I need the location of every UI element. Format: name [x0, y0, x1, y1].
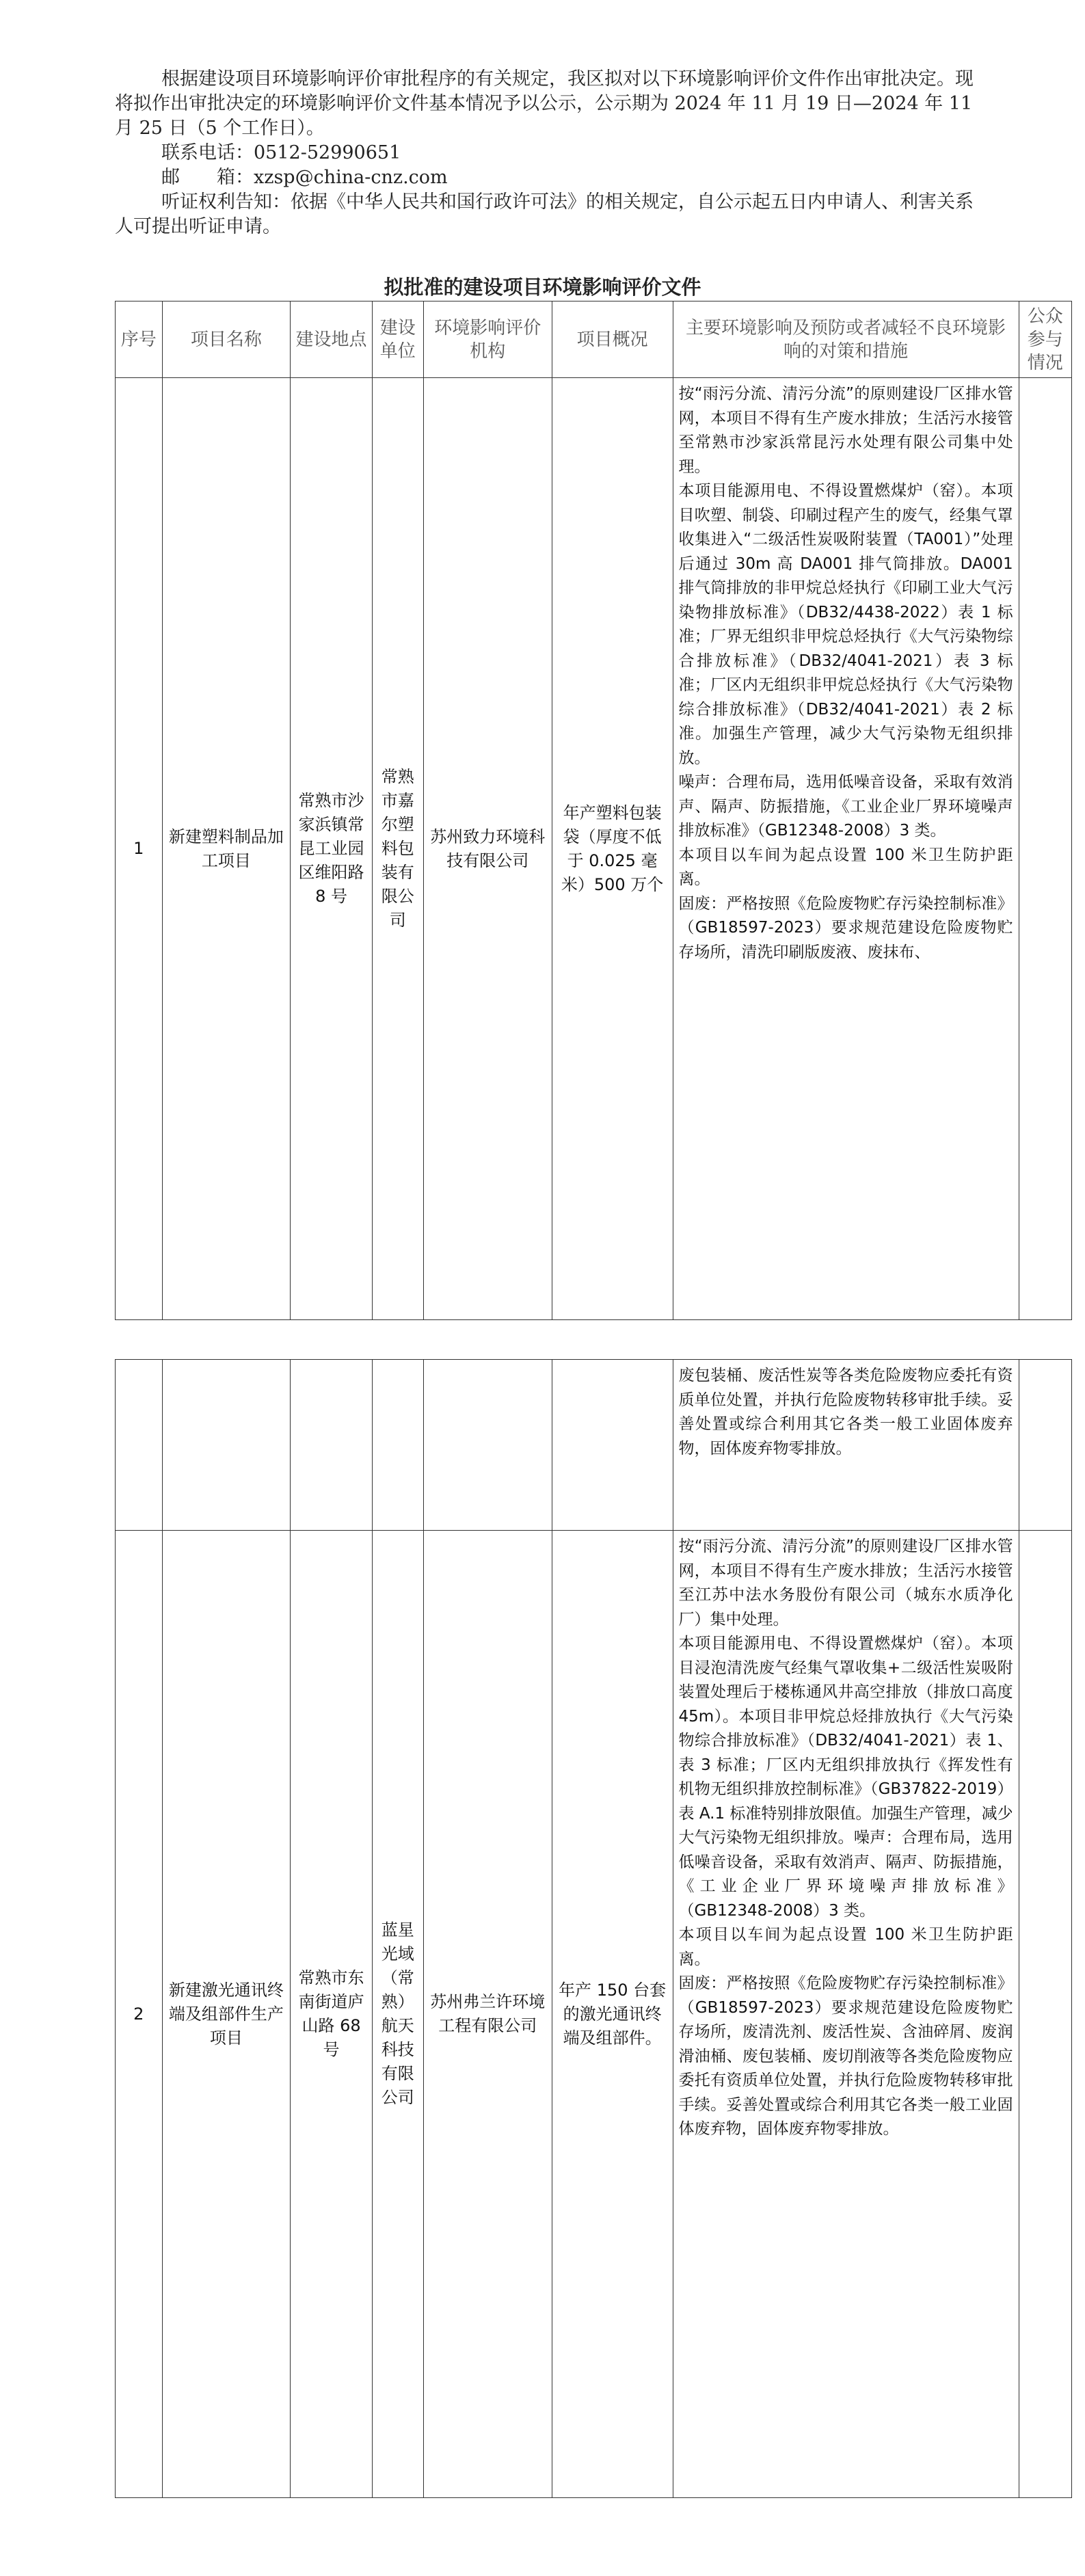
row-location: 常熟市沙家浜镇常昆工业园区维阳路 8 号 — [291, 378, 372, 1320]
approval-table — [115, 301, 1072, 1320]
row-measures — [673, 1531, 1019, 2498]
row-no: 2 — [116, 1531, 163, 2498]
approval-table-continued — [115, 1359, 1072, 2498]
row-name: 新建塑料制品加工项目 — [162, 378, 291, 1320]
table-caption: 拟批准的建设项目环境影响评价文件 — [384, 276, 701, 299]
row-overview: 年产 150 台套的激光通讯终端及组部件。 — [552, 1531, 673, 2498]
header-agency: 环境影响评价机构 — [423, 301, 552, 378]
row-measures — [673, 378, 1019, 1320]
table-header-row — [116, 301, 1072, 378]
row-name: 新建激光通讯终端及组部件生产项目 — [162, 1531, 291, 2498]
header-measures: 主要环境影响及预防或者减轻不良环境影响的对策和措施 — [673, 301, 1019, 378]
row-unit: 蓝星光域（常熟）航天科技有限公司 — [372, 1531, 423, 2498]
row-no: 1 — [116, 378, 163, 1320]
row-public — [1019, 378, 1071, 1320]
header-name: 项目名称 — [162, 301, 291, 378]
table-row-continued — [116, 1360, 1072, 1531]
row-agency: 苏州致力环境科技有限公司 — [423, 378, 552, 1320]
contact-email — [115, 165, 976, 190]
email-address: xzsp@china-cnz.com — [254, 167, 448, 188]
row-overview: 年产塑料包装袋（厚度不低于 0.025 毫米）500 万个 — [552, 378, 673, 1320]
table-row — [116, 378, 1072, 1320]
row-measures-text: 废包装桶、废活性炭等各类危险废物应委托有资质单位处置，并执行危险废物转移审批手续。妥善处置或综合利用其它各类一般工业固体废弃物，固体废弃物零排放。 — [678, 1367, 1013, 1458]
contact-phone — [115, 141, 976, 165]
table-row — [116, 1531, 1072, 2498]
header-overview: 项目概况 — [552, 301, 673, 378]
intro-section — [115, 67, 976, 239]
intro-paragraph: 根据建设项目环境影响评价审批程序的有关规定，我区拟对以下环境影响评价文件作出审批决定。现将拟作出审批决定的环境影响评价文件基本情况予以公示，公示期为 2024 年 11 月 19 日—2024 年 11 月 25 日（5 个工作日）。 — [115, 68, 974, 139]
header-public: 公众参与情况 — [1019, 301, 1071, 378]
row-measures-continued — [673, 1360, 1019, 1531]
phone-number: 0512-52990651 — [254, 142, 401, 163]
row-public — [1019, 1531, 1071, 2498]
row-unit: 常熟市嘉尔塑料包装有限公司 — [372, 378, 423, 1320]
header-no: 序号 — [116, 301, 163, 378]
hearing-notice: 听证权利告知：依据《中华人民共和国行政许可法》的相关规定，自公示起五日内申请人、利害关系人可提出听证申请。 — [115, 191, 974, 237]
phone-label: 联系电话： — [161, 142, 254, 163]
row-measures-text: 按“雨污分流、清污分流”的原则建设厂区排水管网，本项目不得有生产废水排放；生活污水接管至江苏中法水务股份有限公司（城东水质净化厂）集中处理。 本项目能源用电、不得设置燃煤炉（窑）。本项目浸泡清洗废气经集气罩收集+二级活性炭吸附装置处理后于楼栋通风井高空排放（排放口高度 45m）。本项目非甲烷总烃排放执行《大气污染物综合排放标准》（DB32/4041-2021）表 1、表 3 标准；厂区内无组织排放执行《挥发性有机物无组织排放控制标准》（GB37822-2019）表 A.1 标准特别排放限值。加强生产管理，减少大气污染物无组织排放。噪声：合理布局，选用低噪音设备，采取有效消声、隔声、防振措施，《工业企业厂界环境噪声排放标准》（GB12348-2008）3 类。 本项目以车间为起点设置 100 米卫生防护距离。 固废：严格按照《危险废物贮存污染控制标准》（GB18597-2023）要求规范建设危险废物贮存场所，废清洗剂、废活性炭、含油碎屑、废润滑油桶、废包装桶、废切削液等各类危险废物应委托有资质单位处置，并执行危险废物转移审批手续。妥善处置或综合利用其它各类一般工业固体废弃物，固体废弃物零排放。 — [678, 1538, 1013, 2138]
header-location: 建设地点 — [291, 301, 372, 378]
row-location: 常熟市东南街道庐山路 68 号 — [291, 1531, 372, 2498]
header-unit: 建设单位 — [372, 301, 423, 378]
email-label: 邮 箱： — [161, 167, 254, 188]
row-agency: 苏州弗兰许环境工程有限公司 — [423, 1531, 552, 2498]
row-measures-text: 按“雨污分流、清污分流”的原则建设厂区排水管网，本项目不得有生产废水排放；生活污水接管至常熟市沙家浜常昆污水处理有限公司集中处理。 本项目能源用电、不得设置燃煤炉（窑）。本项目吹塑、制袋、印刷过程产生的废气，经集气罩收集进入“二级活性炭吸附装置（TA001）”处理后通过 30m 高 DA001 排气筒排放。DA001 排气筒排放的非甲烷总烃执行《印刷工业大气污染物排放标准》（DB32/4438-2022）表 1 标准；厂界无组织非甲烷总烃执行《大气污染物综合排放标准》（DB32/4041-2021）表 3 标准；厂区内无组织非甲烷总烃执行《大气污染物综合排放标准》（DB32/4041-2021）表 2 标准。加强生产管理，减少大气污染物无组织排放。 噪声：合理布局，选用低噪音设备，采取有效消声、隔声、防振措施，《工业企业厂界环境噪声排放标准》（GB12348-2008）3 类。 本项目以车间为起点设置 100 米卫生防护距离。 固废：严格按照《危险废物贮存污染控制标准》（GB18597-2023）要求规范建设危险废物贮存场所，清洗印刷版废液、废抹布、 — [678, 385, 1013, 961]
